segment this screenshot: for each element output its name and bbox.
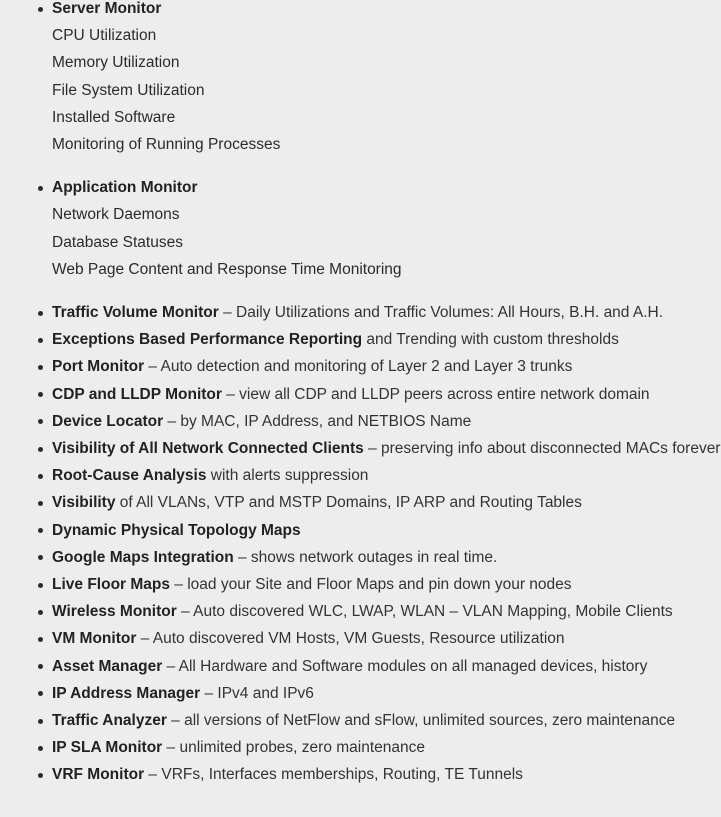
feature-desc: – unlimited probes, zero maintenance [162,739,426,757]
group-title: Application Monitor [52,179,198,197]
feature-item [52,625,721,652]
sub-item: CPU Utilization [52,27,157,45]
sub-item: Monitoring of Running Processes [52,136,281,154]
sub-item: Network Daemons [52,206,180,224]
feature-name: IP Address Manager [52,684,201,702]
sub-item: Database Statuses [52,233,183,251]
feature-name: Asset Manager [52,657,163,675]
feature-item [52,381,721,408]
feature-desc: of All VLANs, VTP and MSTP Domains, IP ARP and Routing Tables [115,494,582,512]
feature-item [52,408,721,435]
feature-item [52,680,721,707]
feature-item [52,544,721,571]
feature-desc: – VRFs, Interfaces memberships, Routing, TE Tunnels [144,766,523,784]
feature-name: Google Maps Integration [52,548,234,566]
feature-item [52,353,721,380]
feature-name: CDP and LLDP Monitor [52,385,222,403]
feature-name: Traffic Volume Monitor [52,304,219,322]
group-application-monitor [52,174,721,283]
feature-desc: – view all CDP and LLDP peers across entire network domain [221,385,650,403]
feature-desc: – shows network outages in real time. [233,548,498,566]
feature-name: Live Floor Maps [52,576,170,594]
feature-item [52,299,721,326]
feature-desc: – Daily Utilizations and Traffic Volumes: All Hours, B.H. and A.H. [218,304,664,322]
feature-item [52,435,721,462]
feature-desc: – preserving info about disconnected MACs forever [363,440,721,458]
feature-item [52,489,721,516]
feature-desc: with alerts suppression [206,467,369,485]
feature-name: VRF Monitor [52,766,145,784]
feature-item [52,517,721,544]
sub-item: Memory Utilization [52,54,180,72]
feature-item [52,462,721,489]
feature-name: VM Monitor [52,630,137,648]
feature-desc: – Auto discovered WLC, LWAP, WLAN – VLAN Mapping, Mobile Clients [176,603,673,621]
feature-name: Visibility [52,494,116,512]
feature-name: Device Locator [52,412,164,430]
feature-desc: – Auto discovered VM Hosts, VM Guests, Resource utilization [136,630,565,648]
feature-desc: and Trending with custom thresholds [362,331,619,349]
group-server-monitor [52,0,721,158]
feature-item [52,326,721,353]
feature-desc: – Auto detection and monitoring of Layer 2 and Layer 3 trunks [144,358,573,376]
feature-item [52,734,721,761]
feature-desc: – all versions of NetFlow and sFlow, unlimited sources, zero maintenance [166,712,676,730]
feature-desc: – All Hardware and Software modules on all managed devices, history [162,657,648,675]
feature-item [52,761,721,788]
sub-item: Installed Software [52,108,176,126]
feature-name: Port Monitor [52,358,145,376]
feature-desc: – load your Site and Floor Maps and pin down your nodes [170,576,572,594]
features-list [0,299,721,789]
feature-name: Wireless Monitor [52,603,177,621]
group-title: Server Monitor [52,0,162,17]
feature-name: IP SLA Monitor [52,739,163,757]
sub-item: Web Page Content and Response Time Monitoring [52,260,402,278]
monitor-groups-list [0,0,721,283]
feature-desc: – by MAC, IP Address, and NETBIOS Name [163,412,472,430]
feature-item [52,571,721,598]
feature-name: Exceptions Based Performance Reporting [52,331,363,349]
sub-item: File System Utilization [52,81,205,99]
feature-name: Visibility of All Network Connected Clients [52,440,364,458]
feature-name: Root-Cause Analysis [52,467,207,485]
feature-item [52,598,721,625]
feature-desc: – IPv4 and IPv6 [200,684,314,702]
feature-name: Dynamic Physical Topology Maps [52,521,301,539]
feature-item [52,653,721,680]
feature-name: Traffic Analyzer [52,712,167,730]
feature-item [52,707,721,734]
